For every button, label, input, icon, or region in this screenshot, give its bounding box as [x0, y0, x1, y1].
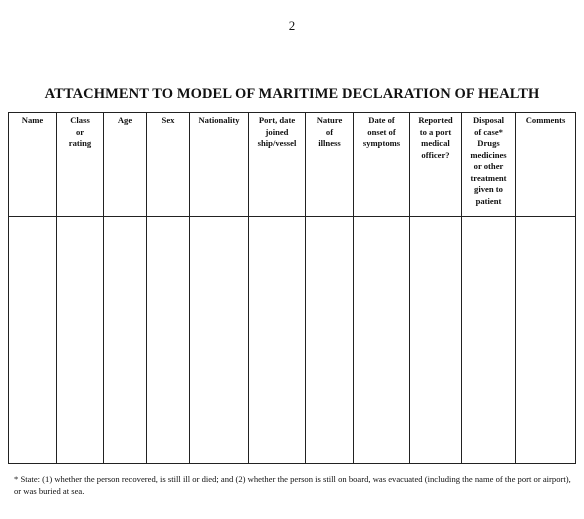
column-header-sex: Sex [147, 113, 190, 217]
table-cell-reported-to-officer[interactable] [410, 217, 462, 464]
page-number: 2 [288, 18, 296, 33]
footnote: * State: (1) whether the person recovered, is still ill or died; and (2) whether the person is still on board, was evacuated (including the name of the port or airport), or was buried at sea. [14, 474, 571, 496]
table-header-row [9, 113, 576, 217]
table-cell-date-of-onset[interactable] [354, 217, 410, 464]
column-header-class-or-rating: Class or rating [57, 113, 104, 217]
column-header-reported-to-officer: Reported to a port medical officer? [410, 113, 462, 217]
table-cell-sex[interactable] [147, 217, 190, 464]
table-cell-name[interactable] [9, 217, 57, 464]
table-cell-nature-of-illness[interactable] [306, 217, 354, 464]
column-header-age: Age [104, 113, 147, 217]
column-header-port-date-joined: Port, date joined ship/vessel [249, 113, 306, 217]
column-header-comments: Comments [516, 113, 576, 217]
column-header-nature-of-illness: Nature of illness [306, 113, 354, 217]
table-cell-age[interactable] [104, 217, 147, 464]
table-cell-port-date-joined[interactable] [249, 217, 306, 464]
table-cell-class-or-rating[interactable] [57, 217, 104, 464]
table-cell-nationality[interactable] [190, 217, 249, 464]
table-cell-comments[interactable] [516, 217, 576, 464]
column-header-date-of-onset: Date of onset of symptoms [354, 113, 410, 217]
column-header-nationality: Nationality [190, 113, 249, 217]
table-row [9, 217, 576, 464]
document-title: ATTACHMENT TO MODEL OF MARITIME DECLARATION OF HEALTH [44, 86, 540, 102]
column-header-disposal-of-case: Disposal of case* Drugs medicines or other treatment given to patient [462, 113, 516, 217]
table-cell-disposal-of-case[interactable] [462, 217, 516, 464]
column-header-name: Name [9, 113, 57, 217]
declaration-table [8, 112, 576, 464]
